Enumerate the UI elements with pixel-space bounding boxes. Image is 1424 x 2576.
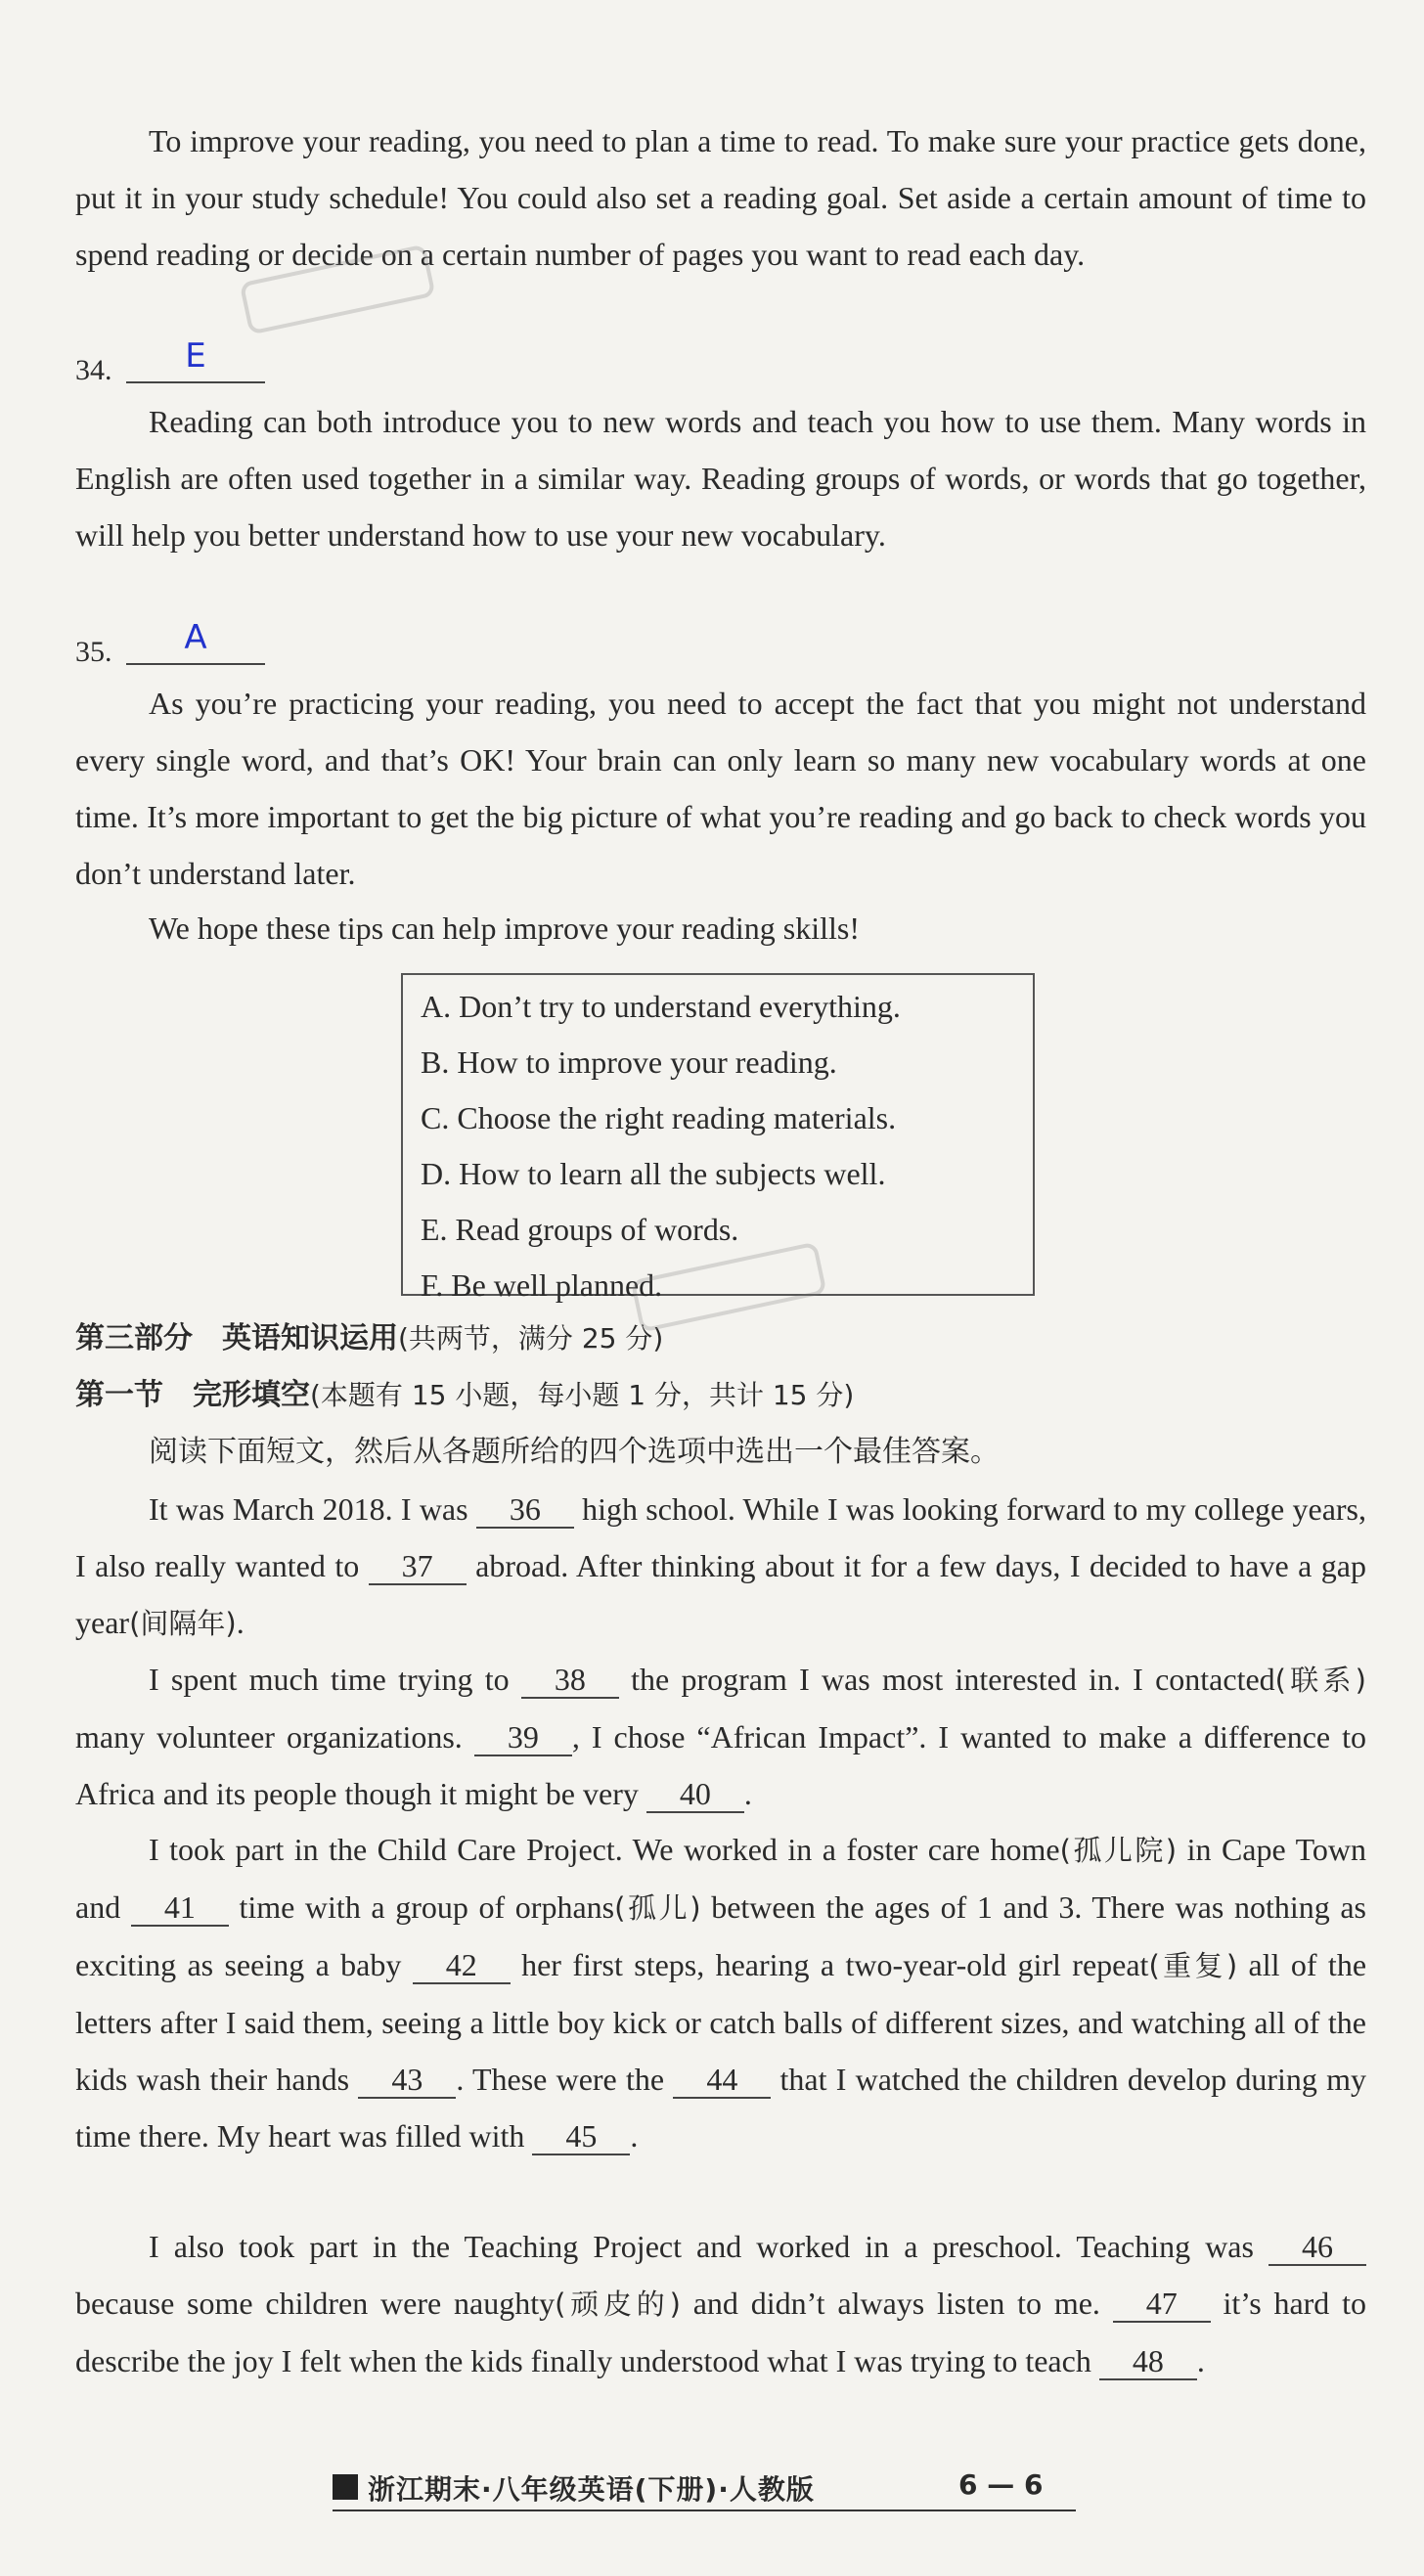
- cloze-text: all of the letters after I said them, seeing a little boy kick or catch balls of different sizes, and watching all of the kids wash their hands: [75, 1947, 1367, 2097]
- cloze-text: because some children were naughty: [75, 2286, 556, 2321]
- option-b: B. How to improve your reading.: [421, 1044, 837, 1080]
- cloze-gloss: (顽皮的): [555, 2287, 681, 2321]
- cloze-text: it’s hard to describe the joy I felt when the kids finally understood what I was trying to teach: [75, 2286, 1366, 2378]
- blank-45: 45: [532, 2118, 630, 2155]
- cloze-text: the program I was most interested in. I contacted: [618, 1662, 1275, 1697]
- cloze-text: .: [630, 2118, 639, 2154]
- part-subtitle: (共两节，满分 25 分): [398, 1322, 664, 1355]
- footer-rule: [333, 2509, 1076, 2511]
- option-d: D. How to learn all the subjects well.: [421, 1156, 886, 1191]
- cloze-text: that I watched the children develop during my time there. My heart was filled with: [75, 2062, 1367, 2154]
- handwritten-answer: E: [185, 336, 206, 376]
- blank-39: 39: [474, 1719, 572, 1756]
- blank-48: 48: [1099, 2343, 1197, 2380]
- option-f: F. Be well planned.: [421, 1267, 663, 1303]
- cloze-text: between the ages of 1 and 3. There was nothing as exciting as seeing a baby: [75, 1889, 1367, 1982]
- cloze-gloss: (重复): [1148, 1949, 1238, 1982]
- footer-mark-icon: [333, 2474, 358, 2500]
- option-a: A. Don’t try to understand everything.: [421, 989, 901, 1024]
- paragraph-groups-words: Reading can both introduce you to new words and teach you how to use them. Many words in English are often used together in a similar way. Reading groups of words, or words that go together, will help you better understand how to use your new vocabulary.: [75, 404, 1366, 553]
- cloze-text: I spent much time trying to: [149, 1662, 521, 1697]
- part-three-heading: [75, 1310, 663, 1367]
- part-title: 第三部分 英语知识运用: [75, 1321, 398, 1355]
- cloze-text: I took part in the Child Care Project. We worked in a foster care home: [149, 1832, 1060, 1867]
- paragraph-accept-fact: As you’re practicing your reading, you need to accept the fact that you might not understand every single word, and that’s OK! Your brain can only learn so many new vocabulary words at one time. It’s more important to get the big picture of what you’re reading and go back to check words you don’t understand later.: [75, 686, 1366, 891]
- cloze-gloss: (孤儿院): [1059, 1834, 1178, 1867]
- cloze-text: her first steps, hearing a two-year-old girl repeat: [510, 1947, 1149, 1982]
- answer-35: [75, 610, 271, 669]
- blank-44: 44: [673, 2062, 771, 2099]
- blank-41: 41: [131, 1889, 229, 1927]
- cloze-text: many volunteer organizations.: [75, 1719, 474, 1754]
- cloze-text: high school. While I was looking forward to my college years, I also really wanted to: [75, 1491, 1367, 1583]
- cloze-paragraph-4: [75, 2218, 1366, 2389]
- cloze-paragraph-3: [75, 1821, 1366, 2164]
- option-e: E. Read groups of words.: [421, 1212, 739, 1247]
- question-number: 35.: [75, 636, 112, 668]
- cloze-text: in Cape Town and: [75, 1832, 1367, 1925]
- cloze-text: .: [236, 1605, 245, 1640]
- page-footer: [333, 2465, 1076, 2513]
- cloze-text: It was March 2018. I was: [149, 1491, 476, 1527]
- cloze-gloss: (孤儿): [614, 1891, 701, 1925]
- blank-38: 38: [521, 1662, 619, 1699]
- cloze-text: .: [743, 1776, 752, 1811]
- cloze-text: and didn’t always listen to me.: [680, 2286, 1113, 2321]
- blank-37: 37: [369, 1548, 467, 1585]
- section-subtitle: (本题有 15 小题，每小题 1 分，共计 15 分): [310, 1379, 855, 1411]
- cloze-text: , I chose “African Impact”. I wanted to make a difference to Africa and its people though it might be very: [75, 1719, 1367, 1811]
- paragraph-closing: We hope these tips can help improve your reading skills!: [149, 910, 861, 946]
- option-c: C. Choose the right reading materials.: [421, 1100, 897, 1135]
- blank-46: 46: [1268, 2229, 1366, 2266]
- handwritten-answer: A: [184, 618, 207, 657]
- footer-title: 浙江期末·八年级英语(下册)·人教版: [368, 2473, 815, 2506]
- blank-42: 42: [413, 1947, 511, 1984]
- cloze-text: abroad. After thinking about it for a few days, I decided to have a gap year: [75, 1548, 1367, 1640]
- cloze-paragraph-2: [75, 1651, 1366, 1822]
- paragraph-plan-reading: To improve your reading, you need to plan a time to read. To make sure your practice gets done, put it in your study schedule! You could also set a reading goal. Set aside a certain amount of time to spend reading or decide on a certain number of pages you want to read each day.: [75, 123, 1366, 272]
- answer-blank: [126, 618, 265, 665]
- blank-36: 36: [476, 1491, 574, 1529]
- instruction-text: 阅读下面短文，然后从各题所给的四个选项中选出一个最佳答案。: [149, 1435, 1000, 1469]
- section-one-heading: [75, 1367, 854, 1424]
- cloze-text: I also took part in the Teaching Project and worked in a preschool. Teaching was: [149, 2229, 1268, 2264]
- cloze-paragraph-1: [75, 1481, 1366, 1652]
- cloze-gloss: (间隔年): [129, 1607, 237, 1640]
- question-number: 34.: [75, 354, 112, 386]
- blank-40: 40: [646, 1776, 744, 1813]
- blank-43: 43: [358, 2062, 456, 2099]
- cloze-gloss: (联系): [1274, 1664, 1366, 1697]
- page-number: 6 — 6: [958, 2468, 1044, 2501]
- answer-34: [75, 329, 271, 387]
- section-title: 第一节 完形填空: [75, 1378, 310, 1412]
- cloze-text: . These were the: [456, 2062, 674, 2097]
- cloze-text: .: [1196, 2343, 1205, 2378]
- blank-47: 47: [1113, 2286, 1211, 2323]
- cloze-text: time with a group of orphans: [228, 1889, 615, 1925]
